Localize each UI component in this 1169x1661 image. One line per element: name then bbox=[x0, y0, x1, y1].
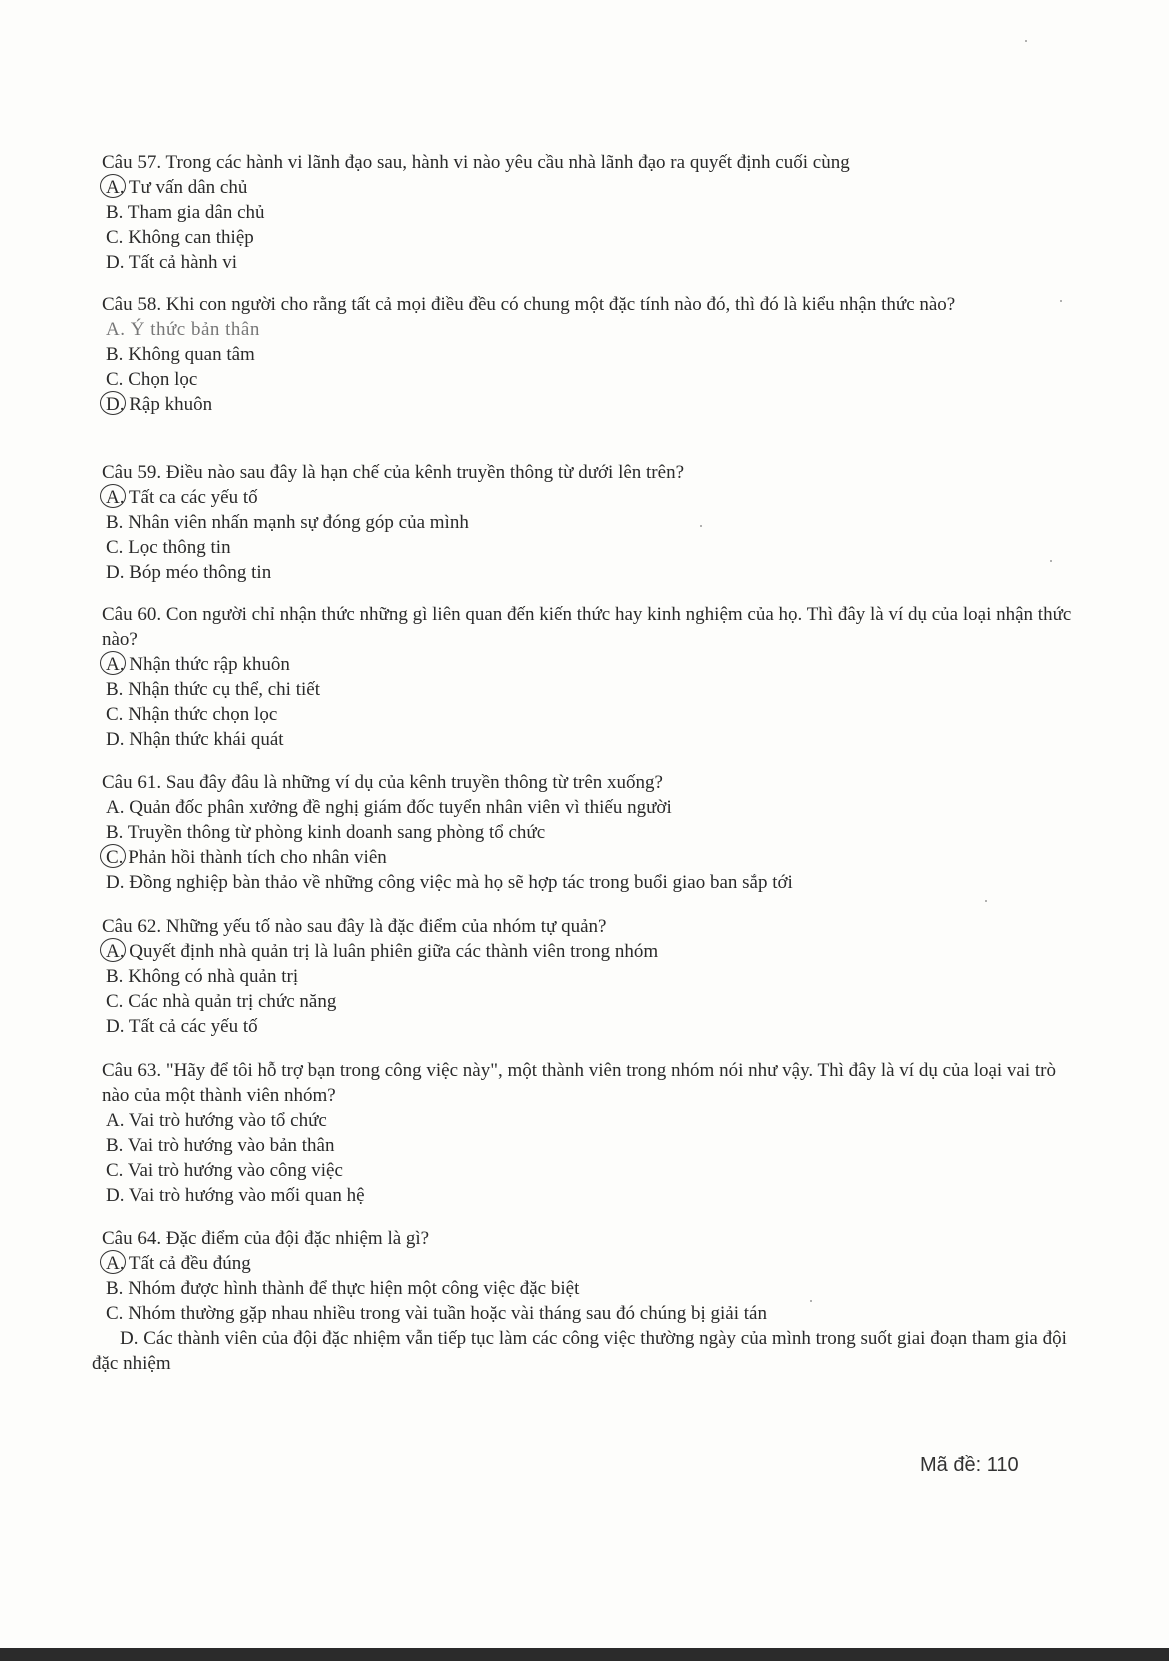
option-text: Không can thiệp bbox=[128, 227, 254, 248]
question-body: Những yếu tố nào sau đây là đặc điểm của nhóm tự quản? bbox=[165, 916, 607, 937]
option-text: Quyết định nhà quản trị là luân phiên giữa các thành viên trong nhóm bbox=[129, 941, 659, 962]
option-text: Tất cả hành vi bbox=[128, 252, 238, 273]
option-text: Nhận thức khái quát bbox=[129, 729, 284, 750]
option-a[interactable] bbox=[92, 317, 1072, 342]
option-text: Rập khuôn bbox=[129, 394, 213, 415]
question-61 bbox=[92, 770, 1072, 895]
option-b[interactable] bbox=[92, 510, 1072, 535]
option-letter: D. bbox=[106, 1185, 125, 1206]
question-body: Khi con người cho rằng tất cả mọi điều đều có chung một đặc tính nào đó, thì đó là kiểu nhận thức nào? bbox=[165, 294, 956, 315]
question-63 bbox=[92, 1058, 1072, 1208]
option-letter: B. bbox=[106, 512, 124, 533]
option-letter: A. bbox=[106, 1253, 125, 1274]
option-letter: B. bbox=[106, 822, 124, 843]
question-body: Sau đây đâu là những ví dụ của kênh truyền thông từ trên xuống? bbox=[165, 772, 663, 793]
option-letter: C. bbox=[106, 227, 124, 248]
option-letter: D. bbox=[106, 729, 125, 750]
option-text: Vai trò hướng vào bản thân bbox=[127, 1135, 335, 1156]
option-letter: C. bbox=[106, 704, 124, 725]
option-letter: C. bbox=[106, 537, 124, 558]
option-b[interactable] bbox=[92, 1276, 1072, 1301]
question-text bbox=[92, 292, 1072, 317]
question-text bbox=[92, 914, 1072, 939]
option-c[interactable] bbox=[92, 535, 1072, 560]
answer-options bbox=[92, 175, 1072, 275]
option-letter: A. bbox=[106, 654, 125, 675]
option-d[interactable] bbox=[92, 250, 1072, 275]
option-text: Vai trò hướng vào công việc bbox=[127, 1160, 343, 1181]
option-letter: D. bbox=[120, 1328, 139, 1349]
option-c[interactable] bbox=[92, 845, 1072, 870]
option-letter: C. bbox=[106, 369, 124, 390]
option-a[interactable] bbox=[92, 939, 1072, 964]
scan-speck bbox=[700, 525, 702, 527]
question-body: Con người chỉ nhận thức những gì liên quan đến kiến thức hay kinh nghiệm của họ. Thì đây là ví dụ của loại nhận thức nào? bbox=[102, 604, 1072, 650]
option-text: Phản hồi thành tích cho nhân viên bbox=[128, 847, 387, 868]
option-d[interactable] bbox=[92, 392, 1072, 417]
answer-options bbox=[92, 485, 1072, 585]
option-letter: B. bbox=[106, 1135, 124, 1156]
option-c[interactable] bbox=[92, 225, 1072, 250]
question-number: Câu 62. bbox=[102, 916, 162, 937]
option-d[interactable] bbox=[92, 560, 1072, 585]
option-letter: D. bbox=[106, 252, 125, 273]
option-text: Truyền thông từ phòng kinh doanh sang phòng tổ chức bbox=[127, 822, 546, 843]
answer-options bbox=[92, 317, 1072, 417]
option-letter: A. bbox=[106, 319, 126, 340]
option-a[interactable] bbox=[92, 652, 1072, 677]
option-b[interactable] bbox=[92, 677, 1072, 702]
scan-edge bbox=[0, 1648, 1169, 1661]
option-text: Các thành viên của đội đặc nhiệm vẫn tiếp tục làm các công việc thường ngày của mình trong suốt giai đoạn tham gia đội đặc nhiệm bbox=[92, 1328, 1067, 1374]
option-c[interactable] bbox=[92, 989, 1072, 1014]
option-letter: A. bbox=[106, 941, 125, 962]
option-letter: D. bbox=[106, 872, 125, 893]
option-a[interactable] bbox=[92, 1251, 1072, 1276]
option-text: Vai trò hướng vào mối quan hệ bbox=[128, 1185, 365, 1206]
option-b[interactable] bbox=[92, 200, 1072, 225]
option-letter: A. bbox=[106, 177, 125, 198]
question-body: Đặc điểm của đội đặc nhiệm là gì? bbox=[165, 1228, 430, 1249]
question-60 bbox=[92, 602, 1072, 752]
option-letter: D. bbox=[106, 394, 125, 415]
option-d[interactable] bbox=[92, 870, 1072, 895]
option-letter: D. bbox=[106, 1016, 125, 1037]
option-text: Không quan tâm bbox=[128, 344, 255, 365]
option-text: Tư vấn dân chủ bbox=[128, 177, 248, 198]
option-text: Tham gia dân chủ bbox=[127, 202, 265, 223]
option-letter: D. bbox=[106, 562, 125, 583]
option-b[interactable] bbox=[92, 1133, 1072, 1158]
option-letter: A. bbox=[106, 797, 125, 818]
option-text: Vai trò hướng vào tổ chức bbox=[128, 1110, 327, 1131]
option-text: Tất cả các yếu tố bbox=[128, 1016, 258, 1037]
question-number: Câu 57. bbox=[102, 152, 162, 173]
option-c[interactable] bbox=[92, 367, 1072, 392]
answer-options bbox=[92, 1251, 1072, 1376]
option-text: Đồng nghiệp bàn thảo về những công việc mà họ sẽ hợp tác trong buổi giao ban sắp tới bbox=[129, 872, 793, 893]
answer-options bbox=[92, 1108, 1072, 1208]
option-letter: B. bbox=[106, 202, 124, 223]
option-letter: B. bbox=[106, 679, 124, 700]
question-text bbox=[92, 460, 1072, 485]
scan-speck bbox=[1025, 40, 1027, 42]
option-a[interactable] bbox=[92, 175, 1072, 200]
option-letter: C. bbox=[106, 1303, 124, 1324]
option-c[interactable] bbox=[92, 1158, 1072, 1183]
option-text: Nhóm thường gặp nhau nhiều trong vài tuần hoặc vài tháng sau đó chúng bị giải tán bbox=[128, 1303, 767, 1324]
option-b[interactable] bbox=[92, 820, 1072, 845]
scan-speck bbox=[985, 900, 987, 902]
option-letter: A. bbox=[106, 1110, 125, 1131]
option-c[interactable] bbox=[92, 702, 1072, 727]
option-c[interactable] bbox=[92, 1301, 1072, 1326]
question-64 bbox=[92, 1226, 1072, 1376]
question-number: Câu 58. bbox=[102, 294, 162, 315]
question-text bbox=[92, 1226, 1072, 1251]
option-text: Các nhà quản trị chức năng bbox=[128, 991, 337, 1012]
option-letter: B. bbox=[106, 1278, 124, 1299]
question-62 bbox=[92, 914, 1072, 1039]
option-text: Nhận thức rập khuôn bbox=[129, 654, 290, 675]
option-text: Nhận thức chọn lọc bbox=[128, 704, 278, 725]
option-d[interactable] bbox=[92, 1183, 1072, 1208]
option-text: Tất cả đều đúng bbox=[128, 1253, 251, 1274]
question-58 bbox=[92, 292, 1072, 417]
option-d[interactable] bbox=[92, 1014, 1072, 1039]
question-number: Câu 60. bbox=[102, 604, 162, 625]
option-b[interactable] bbox=[92, 964, 1072, 989]
option-letter: B. bbox=[106, 966, 124, 987]
option-d[interactable] bbox=[92, 727, 1072, 752]
scan-speck bbox=[1050, 560, 1052, 562]
option-a[interactable] bbox=[92, 485, 1072, 510]
option-letter: C. bbox=[106, 991, 124, 1012]
option-text: Chọn lọc bbox=[128, 369, 198, 390]
question-body: Điều nào sau đây là hạn chế của kênh truyền thông từ dưới lên trên? bbox=[165, 462, 684, 483]
scan-speck bbox=[810, 1300, 812, 1302]
question-text bbox=[92, 150, 1072, 175]
option-text: Nhóm được hình thành để thực hiện một công việc đặc biệt bbox=[128, 1278, 580, 1299]
option-letter: B. bbox=[106, 344, 124, 365]
option-text: Nhân viên nhấn mạnh sự đóng góp của mình bbox=[128, 512, 469, 533]
question-body: "Hãy để tôi hỗ trợ bạn trong công việc này", một thành viên trong nhóm nói như vậy. Thì đây là ví dụ của loại vai trò nào của một thành viên nhóm? bbox=[102, 1060, 1057, 1106]
option-text: Bóp méo thông tin bbox=[129, 562, 272, 583]
question-text bbox=[92, 770, 1072, 795]
option-text: Ý thức bản thân bbox=[130, 319, 260, 340]
answer-options bbox=[92, 795, 1072, 895]
question-number: Câu 63. bbox=[102, 1060, 162, 1081]
answer-options bbox=[92, 652, 1072, 752]
option-a[interactable] bbox=[92, 1108, 1072, 1133]
exam-code: Mã đề: 110 bbox=[920, 1454, 1019, 1476]
option-d[interactable] bbox=[92, 1326, 1072, 1376]
option-a[interactable] bbox=[92, 795, 1072, 820]
question-body: Trong các hành vi lãnh đạo sau, hành vi nào yêu cầu nhà lãnh đạo ra quyết định cuối cùng bbox=[165, 152, 850, 173]
option-text: Không có nhà quản trị bbox=[128, 966, 299, 987]
option-letter: C. bbox=[106, 847, 124, 868]
question-59 bbox=[92, 460, 1072, 585]
option-letter: A. bbox=[106, 487, 125, 508]
question-text bbox=[92, 1058, 1072, 1108]
option-b[interactable] bbox=[92, 342, 1072, 367]
option-text: Lọc thông tin bbox=[128, 537, 231, 558]
question-text bbox=[92, 602, 1072, 652]
question-57 bbox=[92, 150, 1072, 275]
option-text: Nhận thức cụ thể, chi tiết bbox=[128, 679, 320, 700]
question-number: Câu 64. bbox=[102, 1228, 162, 1249]
option-text: Tất ca các yếu tố bbox=[128, 487, 258, 508]
option-text: Quản đốc phân xưởng đề nghị giám đốc tuyển nhân viên vì thiếu người bbox=[129, 797, 672, 818]
option-letter: C. bbox=[106, 1160, 124, 1181]
question-number: Câu 61. bbox=[102, 772, 162, 793]
scan-speck bbox=[1060, 300, 1062, 302]
answer-options bbox=[92, 939, 1072, 1039]
question-number: Câu 59. bbox=[102, 462, 162, 483]
